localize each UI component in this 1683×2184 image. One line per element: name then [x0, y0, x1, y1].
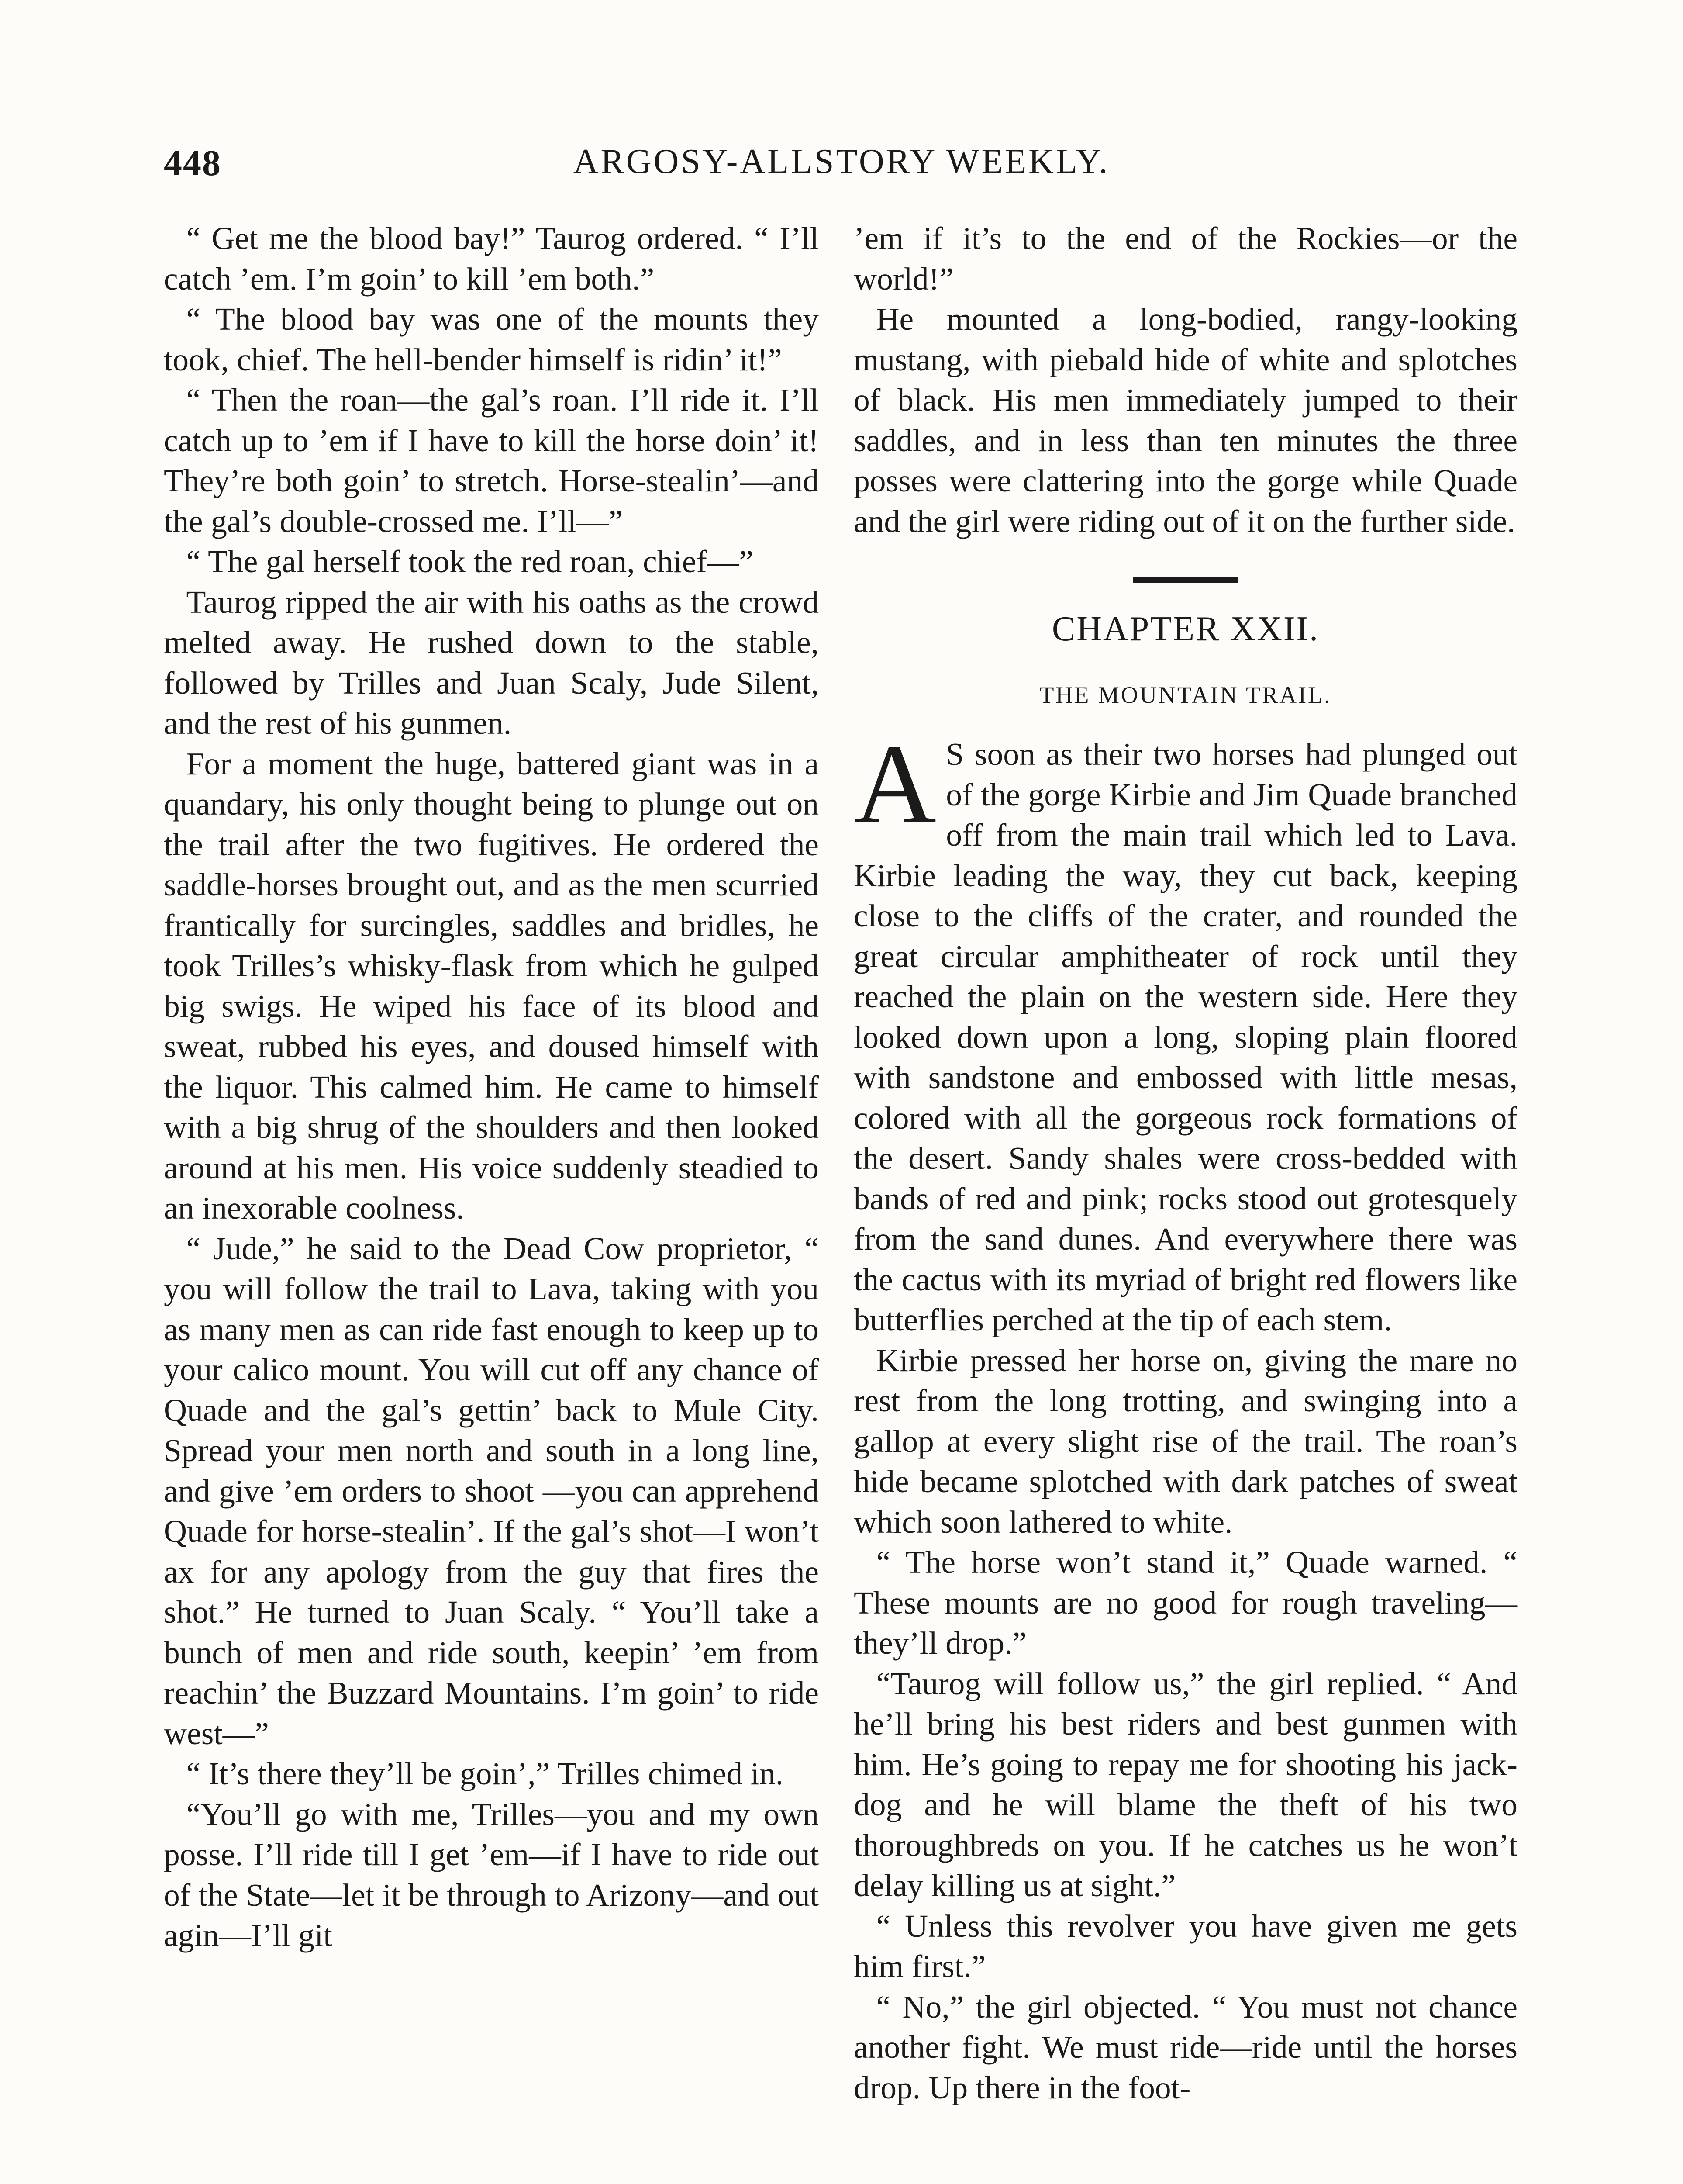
- paragraph: “ The gal herself took the red roan, chief—”: [186, 544, 754, 579]
- drop-cap: A: [854, 721, 937, 847]
- right-column: [854, 218, 1517, 2108]
- paragraph: “ Jude,” he said to the Dead Cow proprietor, “ you will follow the trail to Lava, taking with you as many men as can ride fast enough to keep up to your calico mount. You will cut off any chance of Quade and the gal’s gettin’ back to Mule City. Spread your men north and south in a long line, and give ’em orders to shoot —you can apprehend Quade for horse-stealin’. If the gal’s shot—I won’t ax for any apology from the guy that fires the shot.” He turned to Juan Scaly. “ You’ll take a bunch of men and ride south, keepin’ ’em from reachin’ the Buzzard Mountains. I’m goin’ to ride west—”: [164, 1230, 819, 1751]
- paragraph: “Taurog will follow us,” the girl replied. “ And he’ll bring his best riders and best gunmen with him. He’s going to repay me for shooting his jack-dog and he will blame the theft of his two thoroughbreds on you. If he catches us he won’t delay killing us at sight.”: [854, 1666, 1517, 1903]
- paragraph: “ Unless this revolver you have given me gets him first.”: [854, 1908, 1517, 1984]
- chapter-heading: CHAPTER XXII.: [1052, 610, 1320, 648]
- paragraph: For a moment the huge, battered giant was in a quandary, his only thought being to plunge out on the trail after the two fugitives. He ordered the saddle-horses brought out, and as the men scurried frantically for surcingles, saddles and bridles, he took Trilles’s whisky-flask from which he gulped big swigs. He wiped his face of its blood and sweat, rubbed his eyes, and doused himself with the liquor. This calmed him. He came to himself with a big shrug of the shoulders and then looked around at his men. His voice suddenly steadied to an inexorable coolness.: [164, 746, 819, 1226]
- magazine-title: ARGOSY-ALLSTORY WEEKLY.: [573, 142, 1110, 181]
- left-column: [164, 218, 819, 1956]
- chapter-subtitle: THE MOUNTAIN TRAIL.: [1039, 682, 1332, 708]
- paragraph: “ Get me the blood bay!” Taurog ordered. “ I’ll catch ’em. I’m goin’ to kill ’em both.”: [164, 221, 819, 297]
- chapter-opening-paragraph: [854, 721, 1517, 1341]
- paragraph: “ Then the roan—the gal’s roan. I’ll ride it. I’ll catch up to ’em if I have to kill the horse doin’ it! They’re both goin’ to stretch. Horse-stealin’—and the gal’s double-crossed me. I’ll—”: [164, 382, 819, 539]
- paragraph: “You’ll go with me, Trilles—you and my own posse. I’ll ride till I get ’em—if I have to ride out of the State—let it be through to Arizony—and out agin—I’ll git: [164, 1796, 819, 1953]
- paragraph: “ It’s there they’ll be goin’,” Trilles chimed in.: [186, 1756, 784, 1791]
- continuation-paragraph: ’em if it’s to the end of the Rockies—or the world!”: [854, 221, 1517, 297]
- paragraph: “ The horse won’t stand it,” Quade warned. “ These mounts are no good for rough traveling—they’ll drop.”: [854, 1545, 1517, 1661]
- paragraph: “ No,” the girl objected. “ You must not chance another fight. We must ride—ride until the horses drop. Up there in the foot-: [854, 1989, 1517, 2105]
- paragraph: “ The blood bay was one of the mounts they took, chief. The hell-bender himself is ridin’ it!”: [164, 301, 819, 377]
- page-number: 448: [164, 143, 221, 183]
- paragraph: Kirbie pressed her horse on, giving the mare no rest from the long trotting, and swinging into a gallop at every slight rise of the trail. The roan’s hide became splotched with dark patches of sweat which soon lathered to white.: [854, 1342, 1517, 1540]
- section-divider: [1133, 577, 1238, 583]
- paragraph: Taurog ripped the air with his oaths as the crowd melted away. He rushed down to the stable, followed by Trilles and Juan Scaly, Jude Silent, and the rest of his gunmen.: [164, 584, 819, 741]
- opening-text: S soon as their two horses had plunged out of the gorge Kirbie and Jim Quade branched off from the main trail which led to Lava. Kirbie leading the way, they cut back, keeping close to the cliffs of the crater, and rounded the great circular amphitheater of rock until they reached the plain on the western side. Here they looked down upon a long, sloping plain floored with sandstone and embossed with little mesas, colored with all the gorgeous rock formations of the desert. Sandy shales were cross-bedded with bands of red and pink; rocks stood out grotesquely from the sand dunes. And everywhere there was the cactus with its myriad of bright red flowers like butterflies perched at the tip of each stem.: [854, 736, 1517, 1337]
- paragraph: He mounted a long-bodied, rangy-looking mustang, with piebald hide of white and splotches of black. His men immediately jumped to their saddles, and in less than ten minutes the three posses were clattering into the gorge while Quade and the girl were riding out of it on the further side.: [854, 301, 1517, 539]
- running-head: [0, 142, 1683, 190]
